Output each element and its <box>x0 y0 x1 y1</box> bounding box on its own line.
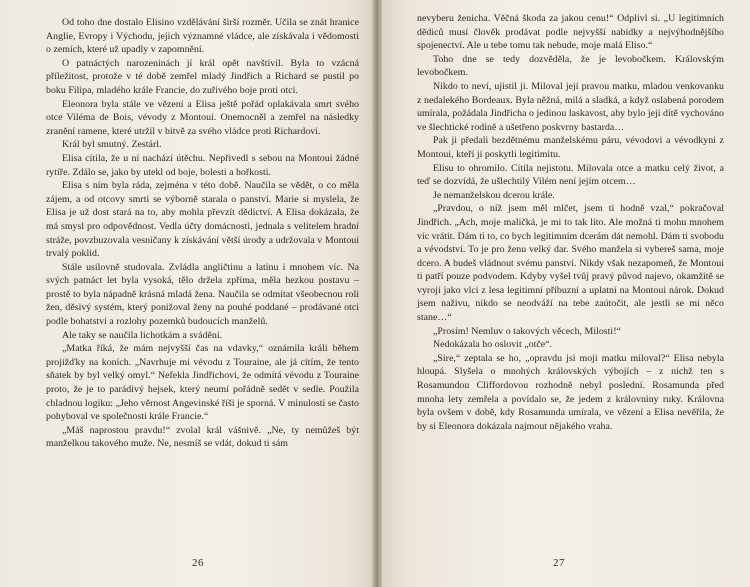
paragraph: Elisa s ním byla ráda, zejména v této době. Naučila se vědět, o co měla zájem, a od otcovy smrti se výborně starala o panství. Marie si myslela, že Elisa je už dost stará na to, aby mohla převzít dědictví. A Elisa dokázala, že má smysl pro odpovědnost. Vedla účty domácnosti, jednala s velitelem hradní stráže, povzbuzovala vesničany k získávání větší úrody a udržovala v Montoui trvalý poklid. <box>46 180 359 260</box>
paragraph: Stále usilovně studovala. Zvládla angličtinu a latinu i mnohem víc. Na svých patnáct let byla vysoká, tělo držela zpříma, měla hezkou postavu – prostě to byla nápadně krásná mladá žena. Naučila se odmítat všeobecnou roli žen, děsivý systém, který ponižoval ženy na pouhé poddané – prodávané otci podle bohatství a rozlohy pozemků budoucích manželů. <box>46 261 359 328</box>
page-number: 26 <box>192 557 204 569</box>
paragraph: Pak ji předali bezdětnému manželskému páru, vévodovi a vévodkyni z Montoui, kteří jí poskytli legitimitu. <box>417 135 724 160</box>
paragraph: nevyberu ženicha. Věčná škoda za jakou cenu!“ Odplivl si. „U legitimních dědiců musí člověk prodávat podle nejvyšší nabídky a nejvýhodnějšího spojenectví. Ale u tebe tomu tak nebude, moje malá Eliso.“ <box>417 13 724 52</box>
paragraph: Ale taky se naučila lichotkám a svádění. <box>62 329 223 341</box>
paragraph: „Pravdou, o níž jsem měl mlčet, jsem ti hodně vzal,“ pokračoval Jindřich. „Ach, moje maličká, je mi to tak líto. Ale možná ti mohu mnohem víc vrátit. Dám ti to, co bych legitimním dcerám dát nemohl. Dám ti svobodu a vévodství. To je pro ženu velký dar. Svého manžela si vybereš sama, moje dcero. A budeš vládnout svému panství. Nikdy však nezapomeň, že Montoui ti patří pouze podvodem. Kdyby vyšel tvůj pravý původ najevo, okamžitě se vyrojí jako vlci z lesa legitimní příbuzní a uplatní na Montoui nárok. Dokud jsem naživu, nikdo se neodváží na tebe zaútočit, ale jestli se mi něco stane…“ <box>417 203 725 324</box>
paragraph: Nedokázala ho oslovit „otče“. <box>433 339 553 351</box>
paragraph: Elisu to ohromilo. Cítila nejistotu. Milovala otce a matku celý život, a teď se dozvídá, že ušlechtilý Vilém není jejím otcem… <box>417 162 724 188</box>
paragraph: „Máš naprostou pravdu!“ zvolal král vášnivě. „Ne, ty nemůžeš být manželkou takového muže. Ne, nesmíš se vdát, dokud ti sám <box>46 424 359 450</box>
right-page <box>377 0 750 587</box>
paragraph: Od toho dne dostalo Elisino vzdělávání širší rozměr. Učila se znát hranice Anglie, Evropy i Východu, jejich významné vládce, ale získávala i vědomosti o zemích, které už upadly v zapomnění. <box>46 17 359 56</box>
paragraph: Toho dne se tedy dozvěděla, že je levobočkem. Královským levobočkem. <box>417 53 724 79</box>
paragraph: O patnáctých narozeninách jí král opět navštívil. Byla to vzácná příležitost, protože v té době zemřel mladý Jindřich a Richard se pustil po boku Filipa, mladého krále Francie, do zuřivého boje proti otci. <box>46 57 359 96</box>
book-gutter <box>372 0 382 587</box>
paragraph: Nikdo to neví, ujistil ji. Miloval její pravou matku, mladou venkovanku z nedalekého Bordeaux. Byla něžná, milá a sladká, a když oslabená porodem umírala, požádala Jindřicha o jedinou laskavost, aby bylo její dítě vychováno ve šlechtické rodině a ušetřeno poskvrny bastarda… <box>417 80 724 133</box>
left-page-text <box>46 16 359 451</box>
paragraph: Král byl smutný. Zestárl. <box>62 139 162 151</box>
paragraph: „Sire,“ zeptala se ho, „opravdu jsi moji matku miloval?“ Elisa nebyla hloupá. Slyšela o mnohých královských výbojích – z nichž ten s Rosamundou Cliffordovou rozhodně nebyl poslední. Rosamunda před mnoha lety zemřela a povídalo se, že jedem z královniny ruky. Královna byla ovšem v době, kdy Rosamunda umírala, ve vězení a Elisa nevěřila, že by si Eleonora dokázala najmout nějakého vraha. <box>417 352 724 432</box>
paragraph: Elisa cítila, že u ní nachází útěchu. Nepřivedl s sebou na Montoui žádné rytíře. Zdálo se, jako by utekl od boje, bolesti a hořkosti. <box>46 152 359 178</box>
paragraph: „Prosím! Nemluv o takových věcech, Milosti!“ <box>433 325 621 337</box>
paragraph: Je nemanželskou dcerou krále. <box>433 189 555 201</box>
paragraph: Eleonora byla stále ve vězení a Elisa ještě pořád oplakávala smrt svého otce Viléma de Bois, vévody z Montoui. Onemocněl a zemřel na následky zranění ramene, které utržil v bitvě za svého vládce proti Richardovi. <box>46 98 359 137</box>
right-page-text <box>417 12 724 433</box>
page-number: 27 <box>553 557 565 569</box>
paragraph: „Matka říká, že mám nejvyšší čas na vdavky,“ oznámila králi během projížďky na koních. „Navrhuje mi vévodu z Touraine, ale já cítím, že tento sňatek by byl velký omyl.“ Nefekla Jindřichovi, že odmítá vévodu z Touraine proto, že je to parádivý hejsek, který neumí pořádně sedět v sedle. Použila chladnou logiku: „Jeho věrnost Angevinské říši je sporná. V minulosti se často pohyboval ve společnosti krále Francie.“ <box>46 343 359 423</box>
